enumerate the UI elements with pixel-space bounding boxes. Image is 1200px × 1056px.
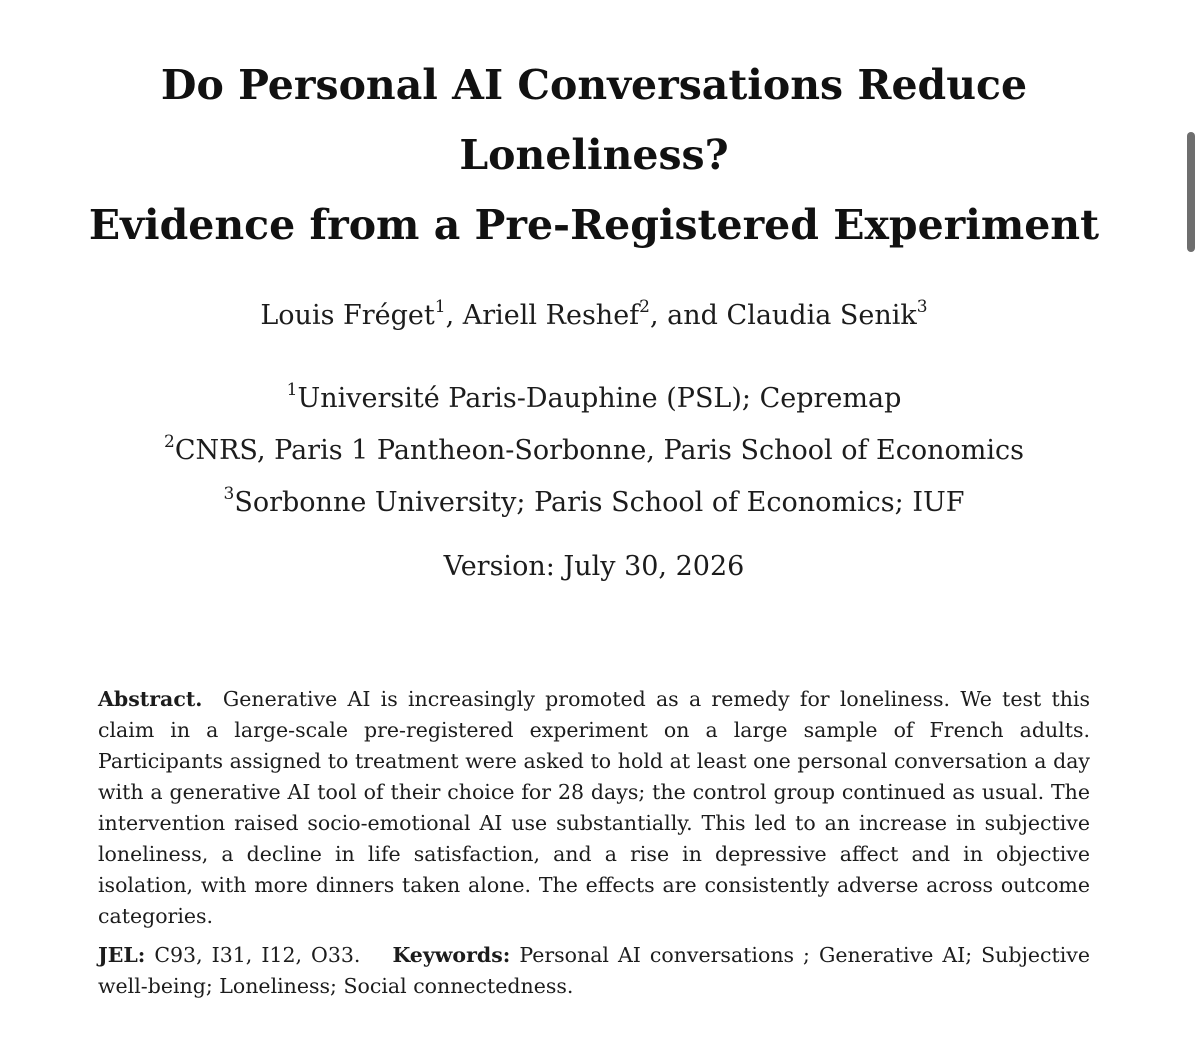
author-separator: , and xyxy=(650,300,727,331)
abstract xyxy=(98,684,1090,932)
version-date: Version: July 30, 2026 xyxy=(443,551,745,582)
vertical-scrollbar[interactable] xyxy=(1184,0,1200,1056)
title-line-3: Evidence from a Pre-Registered Experiment xyxy=(88,201,1100,249)
scrollbar-thumb[interactable] xyxy=(1187,132,1195,252)
jel-label: JEL: xyxy=(98,943,146,967)
keywords-label: Keywords: xyxy=(392,943,511,967)
author-affiliation-marker: 3 xyxy=(916,297,928,317)
author-affiliation-marker: 1 xyxy=(434,297,446,317)
abstract-text: Generative AI is increasingly promoted as a remedy for loneliness. We test this claim in a large-scale pre-registered experiment on a large sample of French adults. Participants assigned to treatment were asked to hold at least one personal conversation a day with a generative AI tool of their choice for 28 days; the control group continued as usual. The intervention raised socio-emotional AI use substantially. This led to an increase in subjective loneliness, a decline in life satisfaction, and a rise in depressive affect and in objective isolation, with more dinners taken alone. The effects are consistently adverse across outcome categories. xyxy=(98,687,1090,928)
affiliation xyxy=(0,425,1188,477)
affiliation-marker: 2 xyxy=(163,432,175,452)
author-list xyxy=(0,296,1188,336)
author-separator: , xyxy=(445,300,463,331)
affiliation-text: Université Paris-Dauphine (PSL); Cepremap xyxy=(297,383,902,414)
affiliation-text: Sorbonne University; Paris School of Economics; IUF xyxy=(234,487,965,518)
title-line-2: Loneliness? xyxy=(459,131,729,179)
jel-codes: C93, I31, I12, O33. xyxy=(154,943,361,967)
author-name: Claudia Senik xyxy=(726,300,917,331)
keywords-text: Personal AI conversations ; Generative AI; Subjective well-being; Loneliness; Social connectedness. xyxy=(98,943,1090,998)
affiliation-text: CNRS, Paris 1 Pantheon-Sorbonne, Paris School of Economics xyxy=(174,435,1025,466)
author-name: Louis Fréget xyxy=(260,300,435,331)
affiliation xyxy=(0,373,1188,425)
affiliation-list xyxy=(0,373,1188,529)
abstract-label: Abstract. xyxy=(98,687,203,711)
affiliation-marker: 3 xyxy=(223,484,235,504)
paper-title xyxy=(0,50,1188,260)
affiliation-marker: 1 xyxy=(286,380,298,400)
jel-keywords xyxy=(98,940,1090,1002)
author-name: Ariell Reshef xyxy=(462,300,640,331)
title-line-1: Do Personal AI Conversations Reduce xyxy=(160,61,1028,109)
author-affiliation-marker: 2 xyxy=(639,297,650,317)
affiliation xyxy=(0,477,1188,529)
